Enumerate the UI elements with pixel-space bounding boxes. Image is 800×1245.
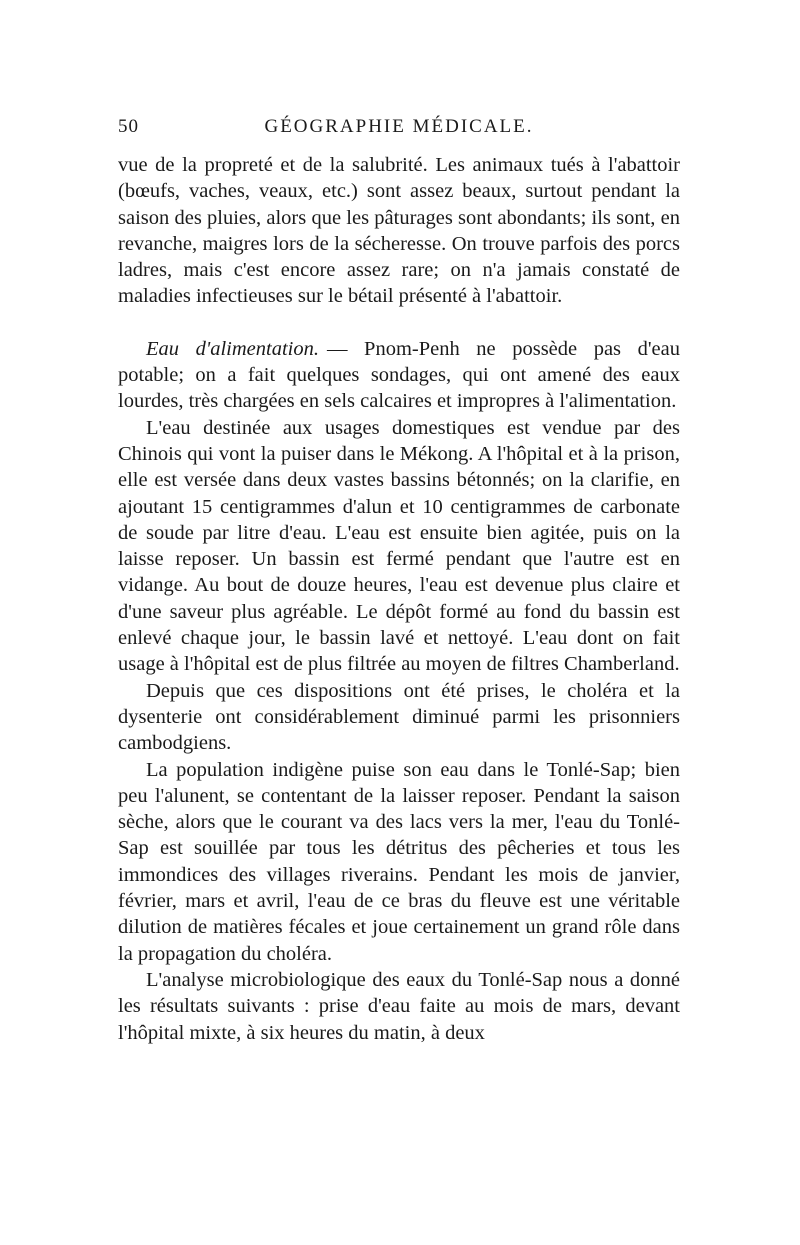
paragraph-population-indigene: La population indigène puise son eau dans le Tonlé-Sap; bien peu l'alunent, se contentant de la laisser reposer. Pendant la saison sèche, alors que le courant va des lacs vers la mer, l'eau du Tonlé-Sap est souillée par tous les détritus des pêcheries et tous les immondices des villages riverains. Pendant les mois de janvier, février, mars et avril, l'eau de ce bras du fleuve est une véritable dilution de matières fécales et joue certainement un grand rôle dans la propagation du choléra. — [118, 758, 680, 965]
paragraph-eau-alimentation-text: — Pnom-Penh ne possède pas d'eau potable; on a fait quelques sondages, qui ont amené des eaux lourdes, très chargées en sels calcaires et impropres à l'alimentation. — [118, 337, 680, 413]
paragraph-dispositions: Depuis que ces dispositions ont été prises, le choléra et la dysenterie ont considérablement diminué parmi les prisonniers cambodgiens. — [118, 679, 680, 755]
paragraph-eau-alimentation — [118, 336, 680, 415]
paragraph-analyse: L'analyse microbiologique des eaux du Tonlé-Sap nous a donné les résultats suivants : prise d'eau faite au mois de mars, devant l'hôpital mixte, à six heures du matin, à deux — [118, 968, 680, 1044]
body-text — [118, 152, 680, 1046]
running-head — [118, 116, 680, 146]
page-number: 50 — [118, 116, 139, 137]
paragraph-abattoir: vue de la propreté et de la salubrité. Les animaux tués à l'abattoir (bœufs, vaches, veaux, etc.) sont assez beaux, surtout pendant la saison des pluies, alors que les pâturages sont abondants; ils sont, en revanche, maigres lors de la sécheresse. On trouve parfois des porcs ladres, mais c'est encore assez rare; on n'a jamais constaté de maladies infectieuses sur le bétail présenté à l'abattoir. — [118, 154, 680, 308]
paragraph-usages-domestiques: L'eau destinée aux usages domestiques est vendue par des Chinois qui vont la puiser dans le Mékong. A l'hôpital et à la prison, elle est versée dans deux vastes bassins bétonnés; on la clarifie, en ajoutant 15 centigrammes d'alun et 10 centigrammes de carbonate de soude par litre d'eau. L'eau est ensuite bien agitée, puis on la laisse reposer. Un bassin est fermé pendant que l'autre est en vidange. Au bout de douze heures, l'eau est devenue plus claire et d'une saveur plus agréable. Le dépôt formé au fond du bassin est enlevé chaque jour, le bassin lavé et nettoyé. L'eau dont on fait usage à l'hôpital est de plus filtrée au moyen de filtres Chamberland. — [118, 416, 680, 676]
running-title: GÉOGRAPHIE MÉDICALE. — [264, 116, 534, 137]
section-heading: Eau d'alimentation. — [146, 337, 319, 360]
